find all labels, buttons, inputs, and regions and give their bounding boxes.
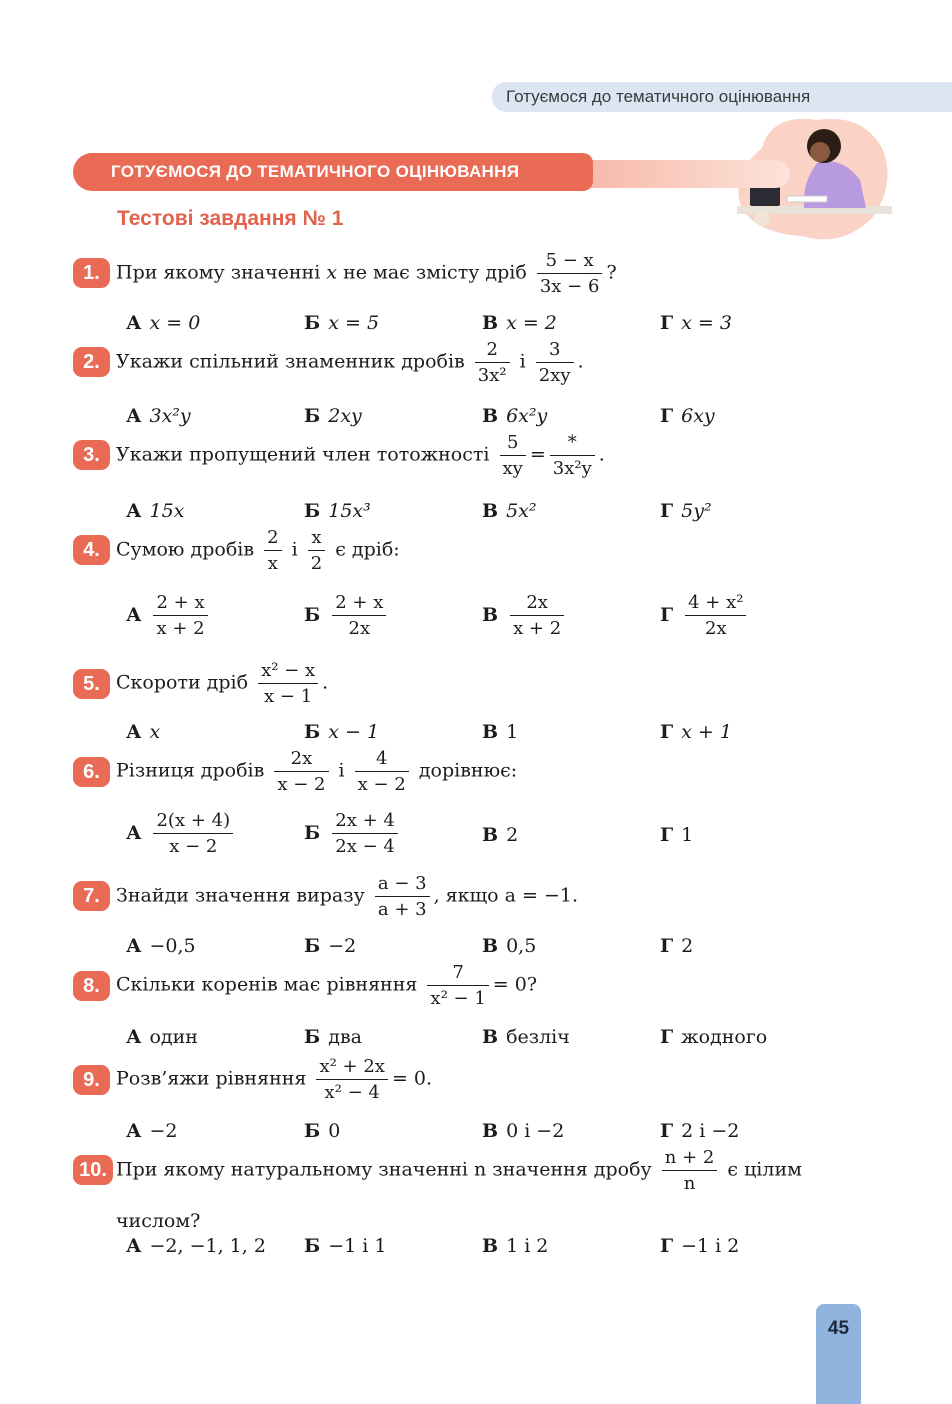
denominator: x + 2 [510, 615, 564, 639]
question-8-text [116, 962, 537, 1009]
numerator: 2x [526, 592, 548, 613]
question-text: Укажи спільний знаменник дробів [116, 350, 465, 373]
answer-letter: А [126, 935, 142, 957]
denominator: x [264, 550, 281, 574]
answer-option[interactable] [126, 935, 196, 957]
denominator: 3x² [475, 362, 510, 386]
answer-text: 2 [506, 824, 519, 846]
fraction [153, 810, 233, 857]
answer-letter: Б [304, 721, 321, 743]
punctuation: ? [606, 261, 617, 284]
section-bar-decoration [560, 160, 790, 188]
question-text: Сумою дробів [116, 538, 255, 561]
answer-letter: А [126, 405, 142, 427]
question-number: 10. [73, 1155, 113, 1185]
numerator: x² − x [261, 660, 316, 681]
answer-text: 6xy [681, 405, 715, 427]
fraction [308, 527, 325, 574]
answer-option[interactable] [482, 405, 547, 427]
answer-option[interactable] [482, 500, 536, 522]
answer-letter: В [482, 1026, 499, 1048]
answer-option[interactable] [304, 500, 371, 522]
answer-option[interactable] [660, 1026, 767, 1048]
answer-option[interactable] [304, 1235, 387, 1257]
answer-letter: Г [660, 721, 674, 743]
fraction [510, 592, 564, 639]
conjunction: і [519, 350, 526, 373]
numerator: 2x + 4 [335, 810, 395, 831]
page-number-tab [816, 1304, 861, 1404]
fraction [355, 748, 409, 795]
answer-option[interactable] [126, 312, 200, 334]
answer-letter: В [482, 603, 499, 626]
denominator: x − 1 [258, 683, 318, 707]
punctuation: . [322, 671, 329, 694]
answer-text: два [328, 1026, 362, 1048]
answer-text: −0,5 [149, 935, 196, 957]
answer-letter: А [126, 1026, 142, 1048]
answer-option[interactable] [126, 810, 237, 857]
fraction [475, 339, 510, 386]
equals-sign: = [529, 443, 546, 466]
answer-text: 1 і 2 [506, 1235, 549, 1257]
answer-text: x [149, 721, 161, 743]
denominator: 2 [308, 550, 325, 574]
answer-text: x = 3 [681, 312, 732, 334]
answer-letter: Б [304, 603, 321, 626]
answer-text: безліч [506, 1026, 570, 1048]
denominator: x² − 1 [427, 985, 488, 1009]
answer-text: 2 [681, 935, 694, 957]
answer-text: 5y² [681, 500, 712, 522]
answer-option[interactable] [126, 721, 160, 743]
denominator: 3x − 6 [537, 273, 603, 297]
numerator: 2 [486, 339, 498, 360]
question-7-text [116, 873, 578, 920]
numerator: n + 2 [664, 1147, 715, 1168]
answer-letter: Г [660, 603, 674, 626]
fraction [685, 592, 746, 639]
answer-letter: Б [304, 935, 321, 957]
question-text: При якому натуральному значенні n значення дробу [116, 1158, 652, 1181]
answer-letter: А [126, 312, 142, 334]
answer-letter: Б [304, 1120, 321, 1142]
conjunction: і [291, 538, 298, 561]
answer-text: x = 0 [149, 312, 201, 334]
answer-text: 0 [328, 1120, 341, 1142]
answer-text: x = 5 [328, 312, 380, 334]
question-10-text [116, 1147, 802, 1194]
question-number: 9. [73, 1065, 110, 1095]
question-3-text [116, 432, 605, 479]
fraction [274, 748, 328, 795]
answer-option[interactable] [482, 1235, 548, 1257]
conjunction: і [338, 759, 345, 782]
answer-text: −2 [328, 935, 357, 957]
question-number: 8. [73, 971, 110, 1001]
section-title-bar [73, 153, 593, 191]
fraction [332, 592, 386, 639]
question-9-text [116, 1056, 432, 1103]
question-text: = 0? [492, 973, 538, 996]
answer-option[interactable] [126, 1235, 266, 1257]
answer-text: −2 [149, 1120, 178, 1142]
answer-option[interactable] [482, 592, 568, 639]
answer-letter: В [482, 1120, 499, 1142]
variable: x [326, 261, 338, 284]
denominator: x − 2 [355, 771, 409, 795]
answer-option[interactable] [304, 405, 362, 427]
answer-option[interactable] [126, 500, 184, 522]
denominator: x − 2 [153, 833, 233, 857]
fraction [500, 432, 526, 479]
answer-text: 15x [149, 500, 185, 522]
page-number: 45 [827, 1318, 850, 1339]
answer-text: 1 [681, 824, 694, 846]
answer-letter: В [482, 824, 499, 846]
answer-letter: В [482, 1235, 499, 1257]
numerator: 2 + x [335, 592, 384, 613]
answer-option[interactable] [660, 500, 712, 522]
section-subtitle: Тестові завдання № 1 [117, 207, 344, 230]
question-5-text [116, 660, 328, 707]
question-number: 4. [73, 535, 110, 565]
question-text: дорівнює: [418, 759, 518, 782]
answer-letter: А [126, 500, 142, 522]
fraction [427, 962, 488, 1009]
answer-option[interactable] [304, 935, 356, 957]
answer-text: −1 і 1 [328, 1235, 387, 1257]
answer-option[interactable] [304, 1120, 340, 1142]
answer-letter: Б [304, 405, 321, 427]
answer-option[interactable] [482, 935, 536, 957]
denominator: 2x [332, 615, 386, 639]
answer-option[interactable] [660, 1120, 739, 1142]
fraction [264, 527, 281, 574]
answer-option[interactable] [660, 824, 693, 846]
answer-option[interactable] [660, 405, 715, 427]
fraction [375, 873, 430, 920]
fraction [662, 1147, 718, 1194]
question-1-text [116, 250, 617, 297]
answer-text: 2xy [328, 405, 362, 427]
denominator: 3x²y [550, 455, 595, 479]
answer-option[interactable] [660, 592, 750, 639]
answer-text: 15x³ [328, 500, 371, 522]
answer-option[interactable] [126, 592, 212, 639]
denominator: x − 2 [274, 771, 328, 795]
numerator: 2 + x [156, 592, 205, 613]
denominator: 2xy [536, 362, 574, 386]
answer-text: x + 1 [681, 721, 732, 743]
punctuation: . [577, 350, 584, 373]
answer-letter: Г [660, 312, 674, 334]
question-text: Розв’яжи рівняння [116, 1067, 307, 1090]
numerator: 7 [452, 962, 464, 983]
question-text: є дріб: [335, 538, 400, 561]
denominator: 2x [685, 615, 746, 639]
question-number: 5. [73, 669, 110, 699]
fraction [537, 250, 603, 297]
numerator: 5 [506, 432, 519, 453]
question-text: не має змісту дріб [343, 261, 527, 284]
answer-letter: В [482, 312, 499, 334]
answer-letter: Б [304, 1026, 321, 1048]
answer-text: −2, −1, 1, 2 [149, 1235, 266, 1257]
fraction [332, 810, 398, 857]
question-text: При якому значенні [116, 261, 321, 284]
answer-text: 5x² [506, 500, 537, 522]
answer-option[interactable] [304, 810, 402, 857]
answer-option[interactable] [126, 405, 191, 427]
answer-letter: В [482, 500, 499, 522]
question-6-text [116, 748, 517, 795]
answer-letter: А [126, 821, 142, 844]
denominator: n [662, 1170, 718, 1194]
question-text: , якщо a = −1. [433, 884, 579, 907]
answer-text: 6x²y [506, 405, 548, 427]
numerator: * [567, 432, 577, 453]
answer-option[interactable] [482, 1026, 570, 1048]
fraction [550, 432, 595, 479]
denominator: x + 2 [153, 615, 207, 639]
answer-text: x − 1 [328, 721, 380, 743]
answer-option[interactable] [482, 721, 518, 743]
question-number: 7. [73, 881, 110, 911]
answer-option[interactable] [304, 1026, 362, 1048]
numerator: 2(x + 4) [156, 810, 231, 831]
question-10-continuation: числом? [116, 1210, 201, 1232]
numerator: 4 [376, 748, 388, 769]
answer-option[interactable] [482, 312, 557, 334]
question-number: 3. [73, 440, 110, 470]
answer-option[interactable] [660, 1235, 739, 1257]
answer-letter: Г [660, 935, 674, 957]
numerator: 5 − x [545, 250, 594, 271]
answer-option[interactable] [660, 721, 732, 743]
answer-text: x = 2 [506, 312, 557, 334]
answer-letter: Г [660, 824, 674, 846]
answer-text: −1 і 2 [681, 1235, 740, 1257]
fraction [316, 1056, 388, 1103]
answer-letter: А [126, 1120, 142, 1142]
question-text: Укажи пропущений член тотожності [116, 443, 490, 466]
answer-option[interactable] [304, 721, 379, 743]
section-title: ГОТУЄМОСЯ ДО ТЕМАТИЧНОГО ОЦІНЮВАННЯ [111, 162, 520, 181]
numerator: x² + 2x [319, 1056, 385, 1077]
answer-option[interactable] [482, 824, 518, 846]
fraction [153, 592, 207, 639]
numerator: 2 [267, 527, 279, 548]
answer-text: жодного [681, 1026, 768, 1048]
answer-option[interactable] [304, 592, 390, 639]
answer-option[interactable] [126, 1120, 178, 1142]
running-header-text: Готуємося до тематичного оцінювання [506, 87, 811, 106]
numerator: x [311, 527, 322, 548]
numerator: 3 [548, 339, 561, 360]
question-2-text [116, 339, 584, 386]
answer-letter: Б [304, 1235, 321, 1257]
answer-text: 0,5 [506, 935, 537, 957]
question-4-text [116, 527, 400, 574]
punctuation: . [598, 443, 605, 466]
denominator: xy [500, 455, 526, 479]
fraction [536, 339, 574, 386]
denominator: a + 3 [375, 896, 430, 920]
denominator: x² − 4 [316, 1079, 388, 1103]
question-text: Скороти дріб [116, 671, 249, 694]
answer-text: один [149, 1026, 198, 1048]
answer-letter: Г [660, 405, 674, 427]
question-text: = 0. [391, 1067, 433, 1090]
answer-letter: В [482, 405, 499, 427]
answer-option[interactable] [660, 312, 732, 334]
answer-text: 2 і −2 [681, 1120, 740, 1142]
question-text: є цілим [727, 1158, 802, 1181]
numerator: 2x [290, 748, 313, 769]
question-text: Знайди значення виразу [116, 884, 365, 907]
question-number: 2. [73, 347, 110, 377]
answer-option[interactable] [482, 1120, 564, 1142]
fraction [258, 660, 318, 707]
answer-letter: Б [304, 312, 321, 334]
question-number: 6. [73, 757, 110, 787]
answer-letter: В [482, 935, 499, 957]
question-text: Різниця дробів [116, 759, 265, 782]
answer-letter: А [126, 603, 142, 626]
answer-option[interactable] [660, 935, 693, 957]
answer-letter: Г [660, 1120, 674, 1142]
answer-letter: Г [660, 500, 674, 522]
answer-option[interactable] [126, 1026, 198, 1048]
denominator: 2x − 4 [332, 833, 398, 857]
answer-letter: Б [304, 500, 321, 522]
answer-letter: Б [304, 821, 321, 844]
question-text: Скільки коренів має рівняння [116, 973, 418, 996]
numerator: 4 + x² [688, 592, 744, 613]
question-number: 1. [73, 258, 110, 288]
answer-text: 3x²y [149, 405, 191, 427]
answer-text: 1 [506, 721, 519, 743]
answer-text: 0 і −2 [506, 1120, 565, 1142]
answer-letter: А [126, 721, 142, 743]
answer-letter: Г [660, 1026, 674, 1048]
answer-letter: Г [660, 1235, 674, 1257]
answer-option[interactable] [304, 312, 379, 334]
numerator: a − 3 [377, 873, 427, 894]
answer-letter: А [126, 1235, 142, 1257]
answer-letter: В [482, 721, 499, 743]
